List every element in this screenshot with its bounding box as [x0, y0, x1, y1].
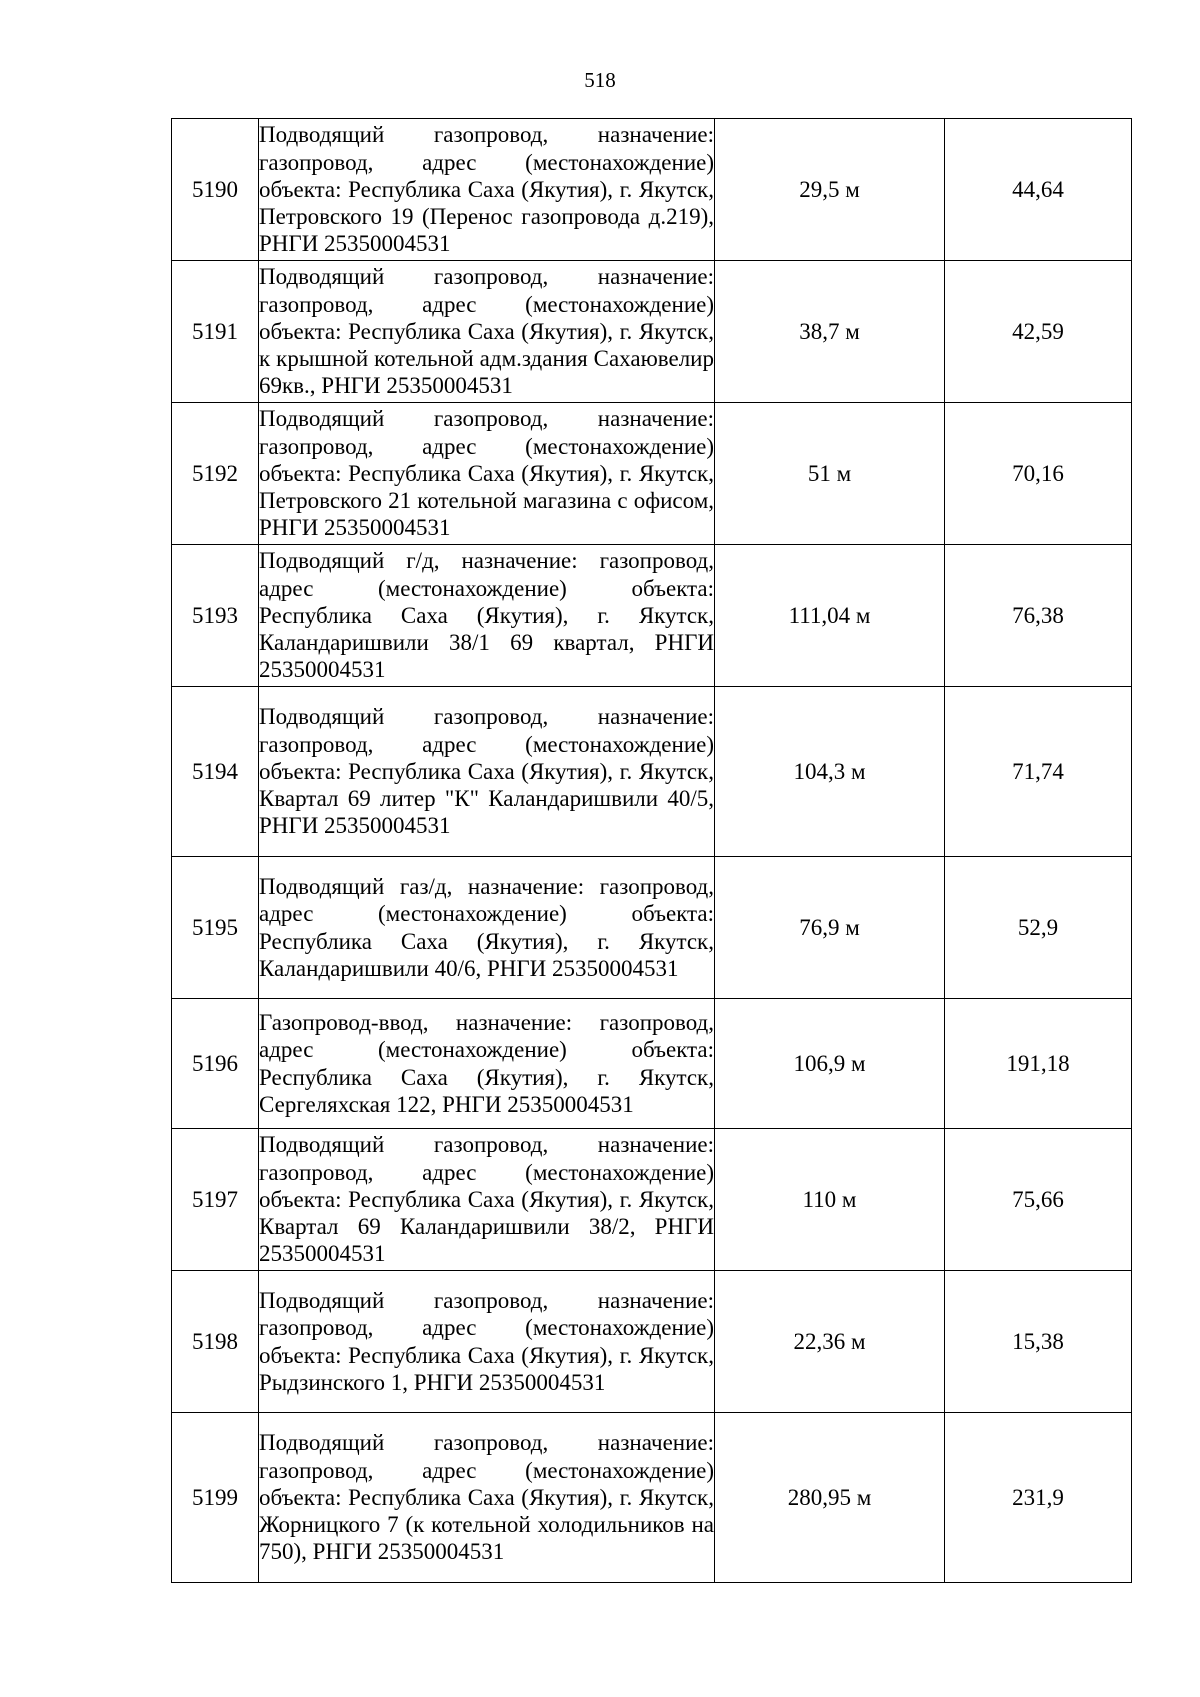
table-row — [172, 261, 1132, 403]
table-row — [172, 1413, 1132, 1583]
value-cell: 76,38 — [945, 545, 1132, 687]
object-description-cell: Подводящий газопровод, назначение: газопровод, адрес (местонахождение) объекта: Республика Саха (Якутия), г. Якутск, Петровского 19 (Перенос газопровода д.219), РНГИ 25350004531 — [259, 119, 715, 261]
value-cell: 52,9 — [945, 857, 1132, 999]
length-cell: 29,5 м — [715, 119, 945, 261]
row-number-cell: 5190 — [172, 119, 259, 261]
length-cell: 76,9 м — [715, 857, 945, 999]
value-cell: 231,9 — [945, 1413, 1132, 1583]
page-number: 518 — [584, 68, 616, 92]
length-cell: 51 м — [715, 403, 945, 545]
table-row — [172, 119, 1132, 261]
object-description-cell: Подводящий газопровод, назначение: газопровод, адрес (местонахождение) объекта: Республика Саха (Якутия), г. Якутск, Квартал 69 литер "К" Каландаришвили 40/5, РНГИ 25350004531 — [259, 687, 715, 857]
object-description-cell: Подводящий газопровод, назначение: газопровод, адрес (местонахождение) объекта: Республика Саха (Якутия), г. Якутск, Петровского 21 котельной магазина с офисом, РНГИ 25350004531 — [259, 403, 715, 545]
value-cell: 70,16 — [945, 403, 1132, 545]
table-row — [172, 1271, 1132, 1413]
row-number-cell: 5196 — [172, 999, 259, 1129]
length-cell: 111,04 м — [715, 545, 945, 687]
table-row — [172, 1129, 1132, 1271]
value-cell: 42,59 — [945, 261, 1132, 403]
value-cell: 44,64 — [945, 119, 1132, 261]
object-description-cell: Подводящий газопровод, назначение: газопровод, адрес (местонахождение) объекта: Республика Саха (Якутия), г. Якутск, Рыдзинского 1, РНГИ 25350004531 — [259, 1271, 715, 1413]
row-number-cell: 5191 — [172, 261, 259, 403]
value-cell: 191,18 — [945, 999, 1132, 1129]
row-number-cell: 5195 — [172, 857, 259, 999]
row-number-cell: 5193 — [172, 545, 259, 687]
length-cell: 104,3 м — [715, 687, 945, 857]
row-number-cell: 5199 — [172, 1413, 259, 1583]
table-row — [172, 999, 1132, 1129]
table-row — [172, 687, 1132, 857]
value-cell: 71,74 — [945, 687, 1132, 857]
length-cell: 110 м — [715, 1129, 945, 1271]
row-number-cell: 5198 — [172, 1271, 259, 1413]
length-cell: 280,95 м — [715, 1413, 945, 1583]
row-number-cell: 5192 — [172, 403, 259, 545]
registry-table — [171, 118, 1132, 1583]
row-number-cell: 5194 — [172, 687, 259, 857]
object-description-cell: Подводящий газ/д, назначение: газопровод, адрес (местонахождение) объекта: Республика Саха (Якутия), г. Якутск, Каландаришвили 40/6, РНГИ 25350004531 — [259, 857, 715, 999]
length-cell: 38,7 м — [715, 261, 945, 403]
row-number-cell: 5197 — [172, 1129, 259, 1271]
object-description-cell: Подводящий газопровод, назначение: газопровод, адрес (местонахождение) объекта: Республика Саха (Якутия), г. Якутск, Квартал 69 Каландаришвили 38/2, РНГИ 25350004531 — [259, 1129, 715, 1271]
object-description-cell: Подводящий газопровод, назначение: газопровод, адрес (местонахождение) объекта: Республика Саха (Якутия), г. Якутск, к крышной котельной адм.здания Сахаювелир 69кв., РНГИ 25350004531 — [259, 261, 715, 403]
value-cell: 75,66 — [945, 1129, 1132, 1271]
object-description-cell: Подводящий г/д, назначение: газопровод, адрес (местонахождение) объекта: Республика Саха (Якутия), г. Якутск, Каландаришвили 38/1 69 квартал, РНГИ 25350004531 — [259, 545, 715, 687]
table-row — [172, 857, 1132, 999]
table-row — [172, 403, 1132, 545]
value-cell: 15,38 — [945, 1271, 1132, 1413]
table-row — [172, 545, 1132, 687]
length-cell: 22,36 м — [715, 1271, 945, 1413]
length-cell: 106,9 м — [715, 999, 945, 1129]
object-description-cell: Подводящий газопровод, назначение: газопровод, адрес (местонахождение) объекта: Республика Саха (Якутия), г. Якутск, Жорницкого 7 (к котельной холодильников на 750), РНГИ 25350004531 — [259, 1413, 715, 1583]
object-description-cell: Газопровод-ввод, назначение: газопровод, адрес (местонахождение) объекта: Республика Саха (Якутия), г. Якутск, Сергеляхская 122, РНГИ 25350004531 — [259, 999, 715, 1129]
